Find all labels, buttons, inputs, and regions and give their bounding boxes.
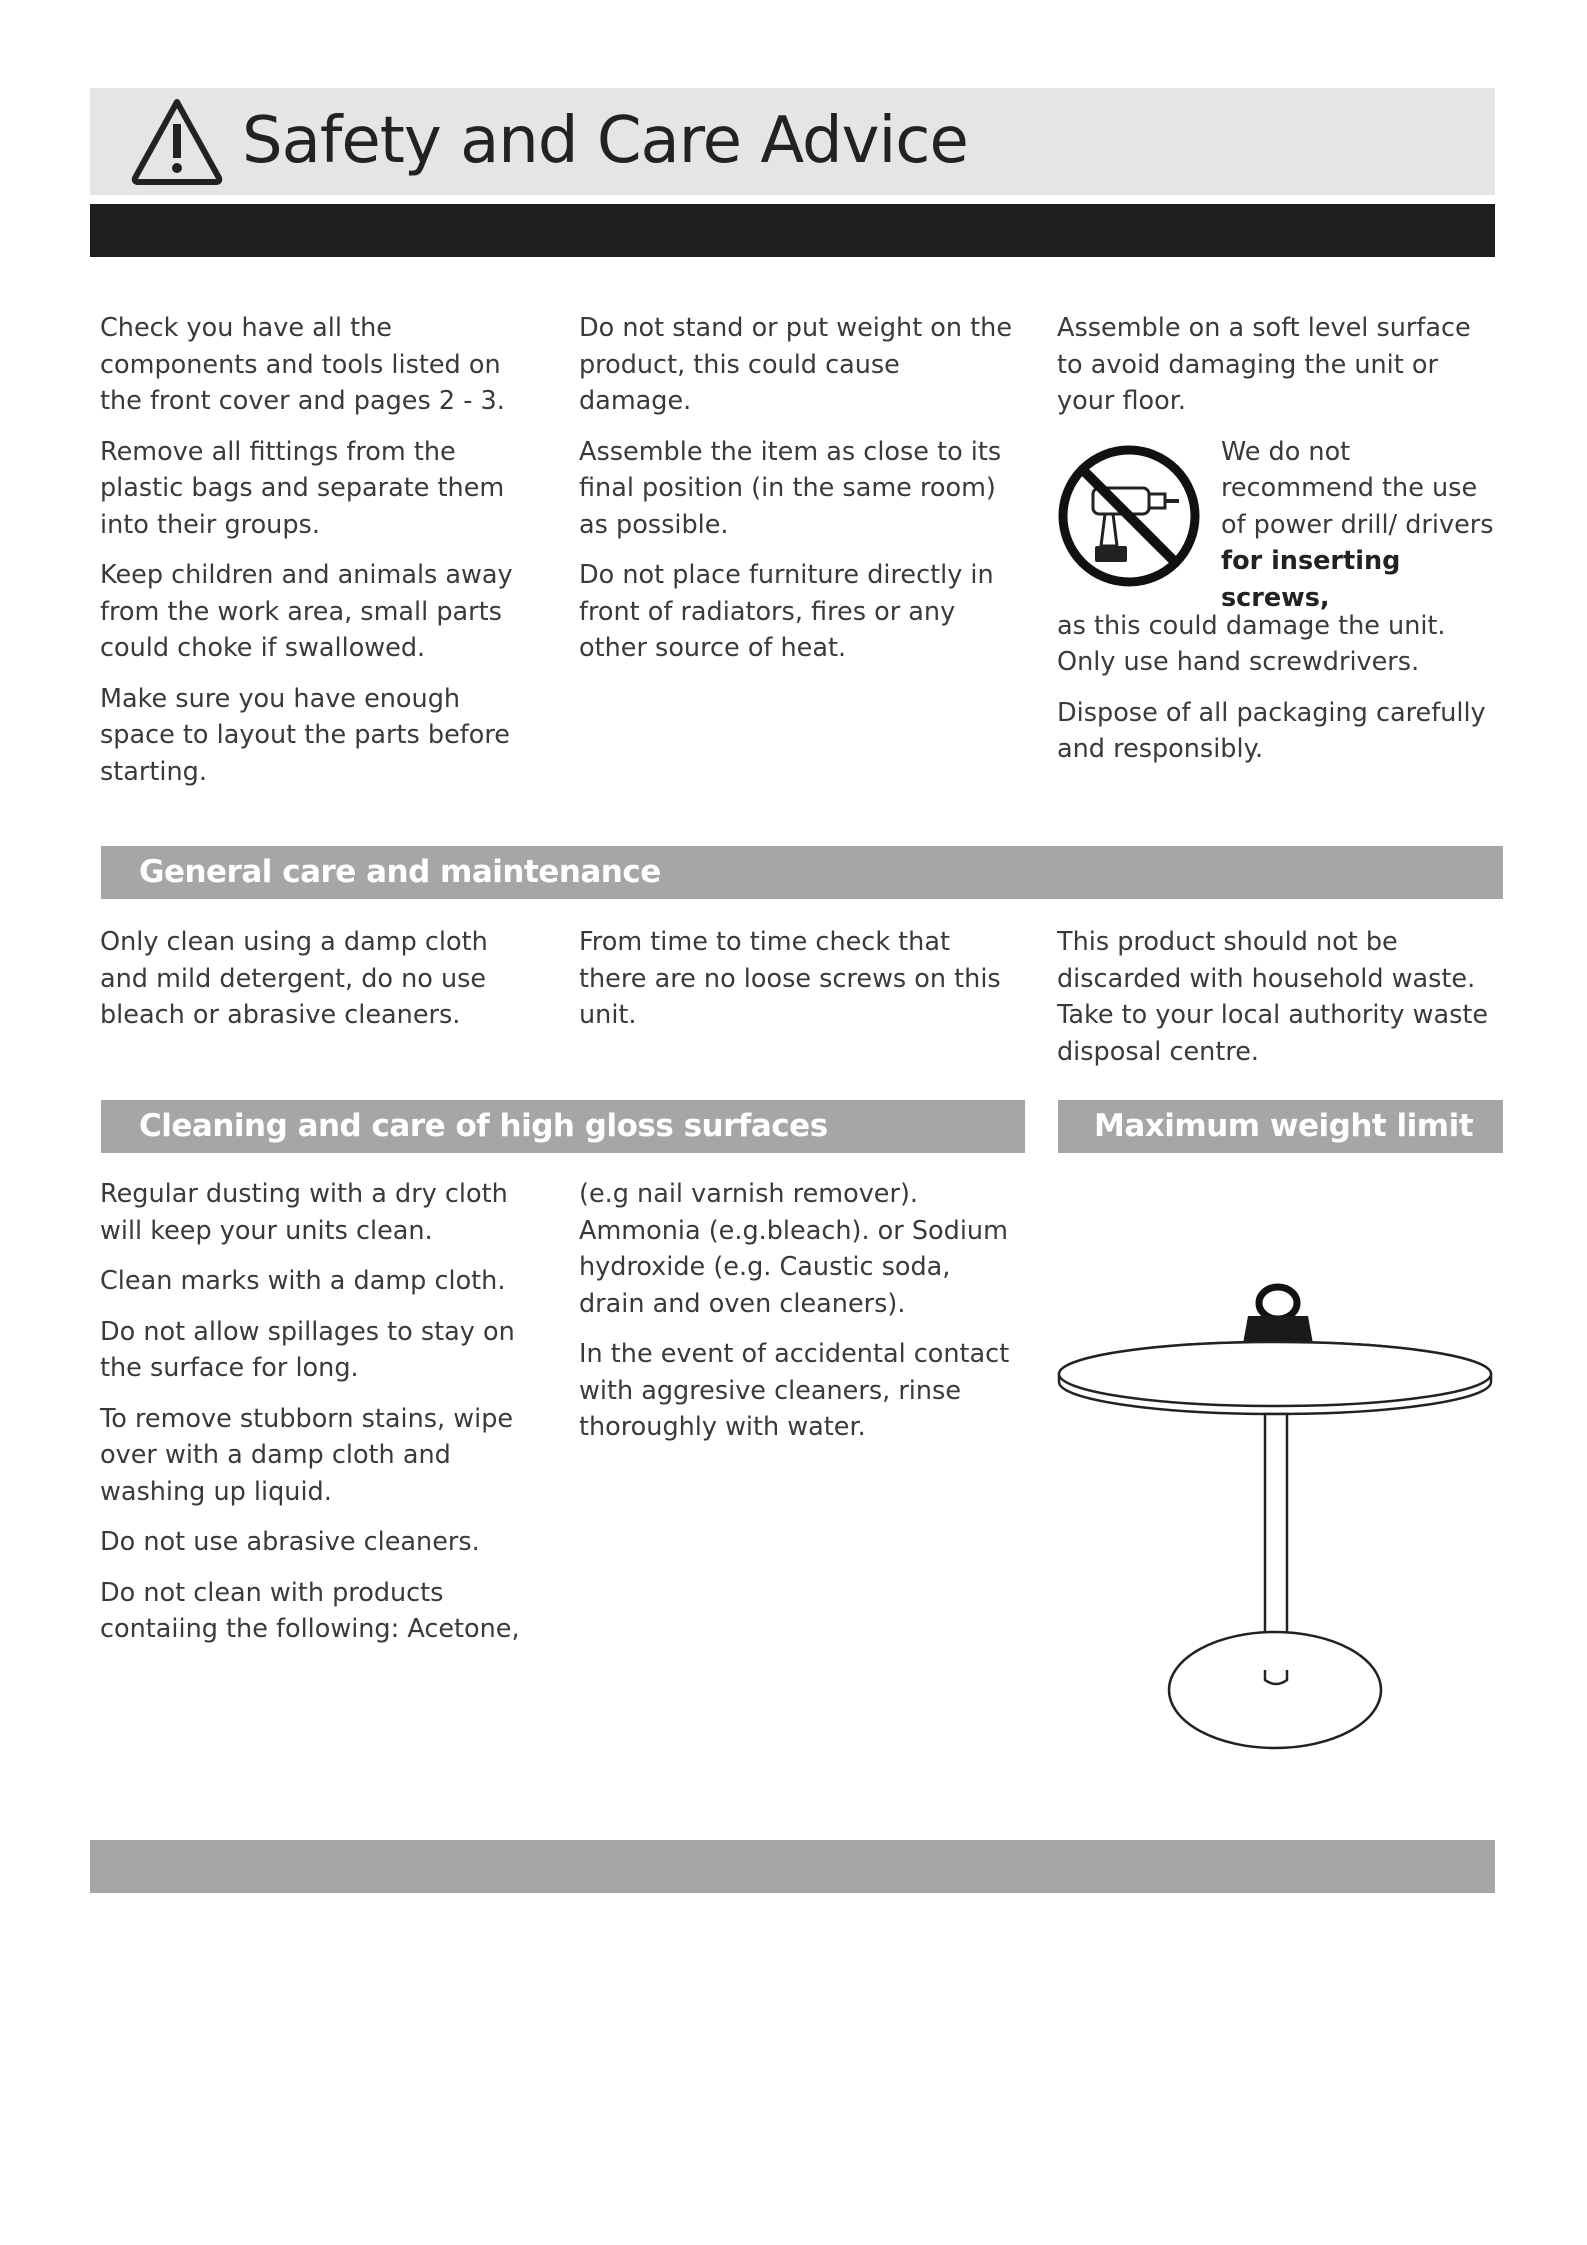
gloss-care-item: Regular dusting with a dry cloth will keep your units clean. (100, 1179, 508, 1246)
title-bar (90, 88, 1495, 195)
no-power-drill-icon (1055, 442, 1203, 590)
round-pedestal-table-with-weight-icon (1055, 1270, 1495, 1750)
safety-item: Do not stand or put weight on the product, this could cause damage. (579, 313, 1013, 416)
safety-item: Check you have all the components and tools listed on the front cover and pages 2 - 3. (100, 313, 505, 416)
general-care-column-1 (100, 924, 540, 1048)
no-power-drill-notice (1057, 434, 1497, 614)
header-divider-bar (90, 204, 1495, 257)
gloss-care-item: (e.g nail varnish remover). Ammonia (e.g.bleach). or Sodium hydroxide (e.g. Caustic soda, drain and oven cleaners). (579, 1179, 1008, 1319)
general-care-item: Only clean using a damp cloth and mild detergent, do no use bleach or abrasive cleaners. (100, 927, 488, 1030)
gloss-care-item: Do not allow spillages to stay on the surface for long. (100, 1316, 515, 1383)
nodrill-text-continued (1057, 608, 1497, 681)
safety-column-2 (579, 310, 1019, 681)
nodrill-text-bold: for inserting screws, (1221, 546, 1401, 613)
safety-item: Keep children and animals away from the work area, small parts could choke if swallowed. (100, 560, 513, 663)
general-care-item: From time to time check that there are no loose screws on this unit. (579, 927, 1001, 1030)
gloss-care-item: Clean marks with a damp cloth. (100, 1266, 506, 1296)
safety-item: Dispose of all packaging carefully and responsibly. (1057, 697, 1486, 764)
gloss-care-column-1 (100, 1176, 540, 1662)
safety-item: Assemble the item as close to its final position (in the same room) as possible. (579, 436, 1002, 540)
gloss-care-item: Do not use abrasive cleaners. (100, 1527, 480, 1557)
section-header-general-care: General care and maintenance (101, 846, 1503, 899)
general-care-column-2 (579, 924, 1019, 1048)
footer-bar (90, 1840, 1495, 1893)
safety-item: Make sure you have enough space to layout the parts before starting. (100, 683, 510, 787)
safety-item: Remove all fittings from the plastic bags and separate them into their groups. (100, 436, 505, 540)
nodrill-text-part: We do not recommend the use of power drill/ drivers (1221, 436, 1494, 540)
page-title: Safety and Care Advice (242, 104, 968, 178)
section-header-weight-limit: Maximum weight limit (1058, 1100, 1503, 1153)
general-care-item: This product should not be discarded with household waste. Take to your local authority waste disposal centre. (1057, 927, 1489, 1067)
section-header-high-gloss: Cleaning and care of high gloss surfaces (101, 1100, 1025, 1153)
no-power-drill-text (1221, 434, 1501, 617)
safety-column-3 (1057, 310, 1497, 782)
safety-item: Assemble on a soft level surface to avoid damaging the unit or your floor. (1057, 313, 1471, 416)
warning-triangle-icon (130, 96, 224, 186)
gloss-care-item: To remove stubborn stains, wipe over with a damp cloth and washing up liquid. (100, 1403, 514, 1507)
general-care-column-3 (1057, 924, 1507, 1084)
gloss-care-column-2 (579, 1176, 1019, 1460)
gloss-care-item: In the event of accidental contact with aggresive cleaners, rinse thoroughly with water. (579, 1339, 1010, 1442)
safety-column-1 (100, 310, 540, 804)
nodrill-text-after: as this could damage the unit. Only use hand screwdrivers. (1057, 610, 1446, 677)
safety-item: Do not place furniture directly in front of radiators, fires or any other source of heat. (579, 560, 994, 663)
gloss-care-item: Do not clean with products contaiing the following: Acetone, (100, 1577, 520, 1644)
